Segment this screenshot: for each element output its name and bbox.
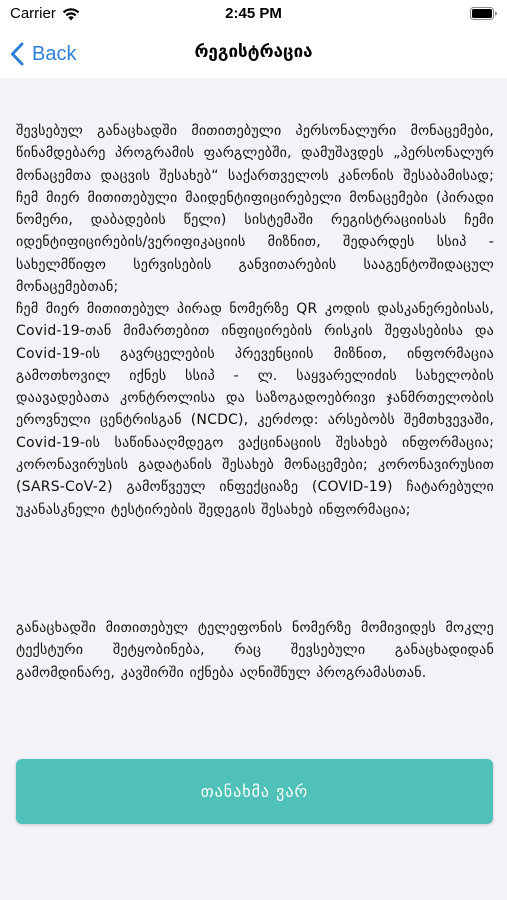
navigation-bar [0,32,507,78]
carrier-label: Carrier [10,5,56,22]
consent-paragraph: განაცხადში მითითებულ ტელეფონის ნომერზე მომივიდეს მოკლე ტექსტური შეტყობინება, რაც შევსებული განაცხადიდან გამომდინარე, კავშირში იქნება აღნიშნულ პროგრამასთან. [16,620,494,681]
battery-icon [470,7,497,20]
back-label: Back [32,42,77,65]
chevron-left-icon [10,42,24,66]
status-bar [0,0,507,32]
page-title: რეგისტრაცია [194,42,313,62]
agree-button[interactable] [16,759,493,824]
status-time: 2:45 PM [225,5,282,22]
consent-paragraph: შევსებულ განაცხადში მითითებული პერსონალური მონაცემები, წინამდებარე პროგრამის ფარგლებში, დამუშავდეს „პერსონალურ მონაცემთა დაცვის შესახებ“ საქართველოს კანონის შესაბამისად; ჩემ მიერ მითითებული მაიდენტიფიცირებელი მონაცემები (პირადი ნომერი, დაბადების წელი) სისტემაში რეგისტრაციისას ჩემი იდენტიფიცირების/ვერიფიკაციის მიზნით, შედარდეს სსიპ - სახელმწიფო სერვისების განვითარების სააგენტოშიდაცულ მონაცემებთან; [16,123,494,296]
agree-button-label: თანახმა ვარ [200,782,309,801]
consent-content [0,78,507,900]
consent-paragraph: ჩემ მიერ მითითებულ პირად ნომერზე QR კოდის დასკანერებისას, Covid-19-თან მიმართებით ინფიცირების რისკის შეფასებისა და Covid-19-ის გავრცელების პრევენციის მიზნით, ინფორმაცია გამოთხოვილ იქნეს სსიპ - ლ. საყვარელიძის სახელობის დაავადებათა კონტროლისა და საზოგადოებრივი ჯანმრთელობის ეროვნული ცენტრისგან (NCDC), კერძოდ: არსებობს შემთხვევაში, Covid-19-ის საწინააღმდეგო ვაქცინაციის შესახებ ინფორმაცია; კორონავირუსის გადატანის შესახებ მონაცემები; კორონავირუსით (SARS-CoV-2) გამოწვეულ ინფექციაზე (COVID-19) ჩატარებული უკანასკნელი ტესტირების შედეგის შესახებ ინფორმაცია; [16,301,494,518]
back-button[interactable] [10,38,76,70]
